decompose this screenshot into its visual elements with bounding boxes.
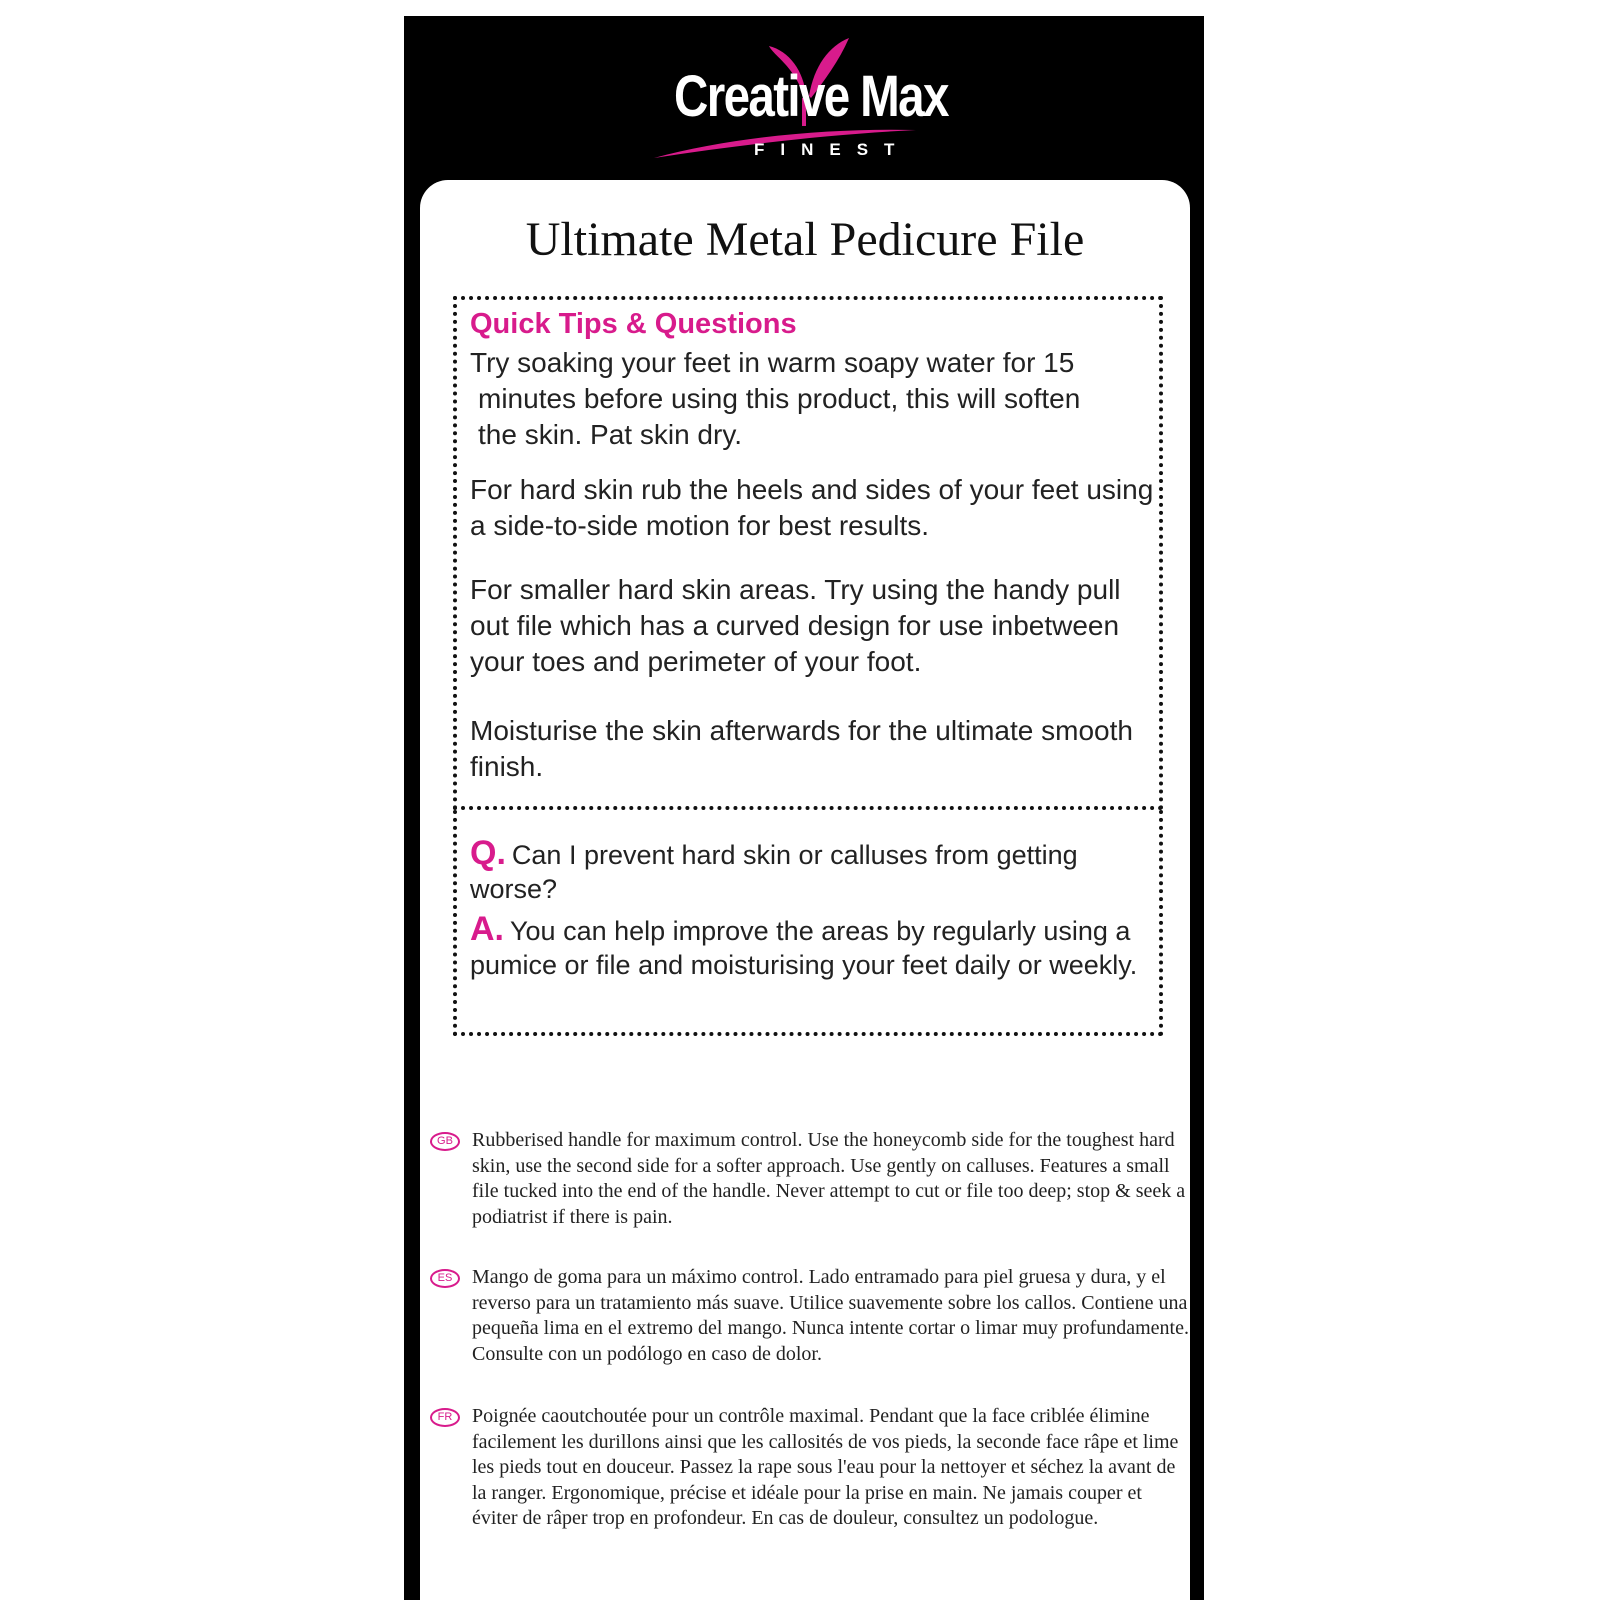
tip-line: Try soaking your feet in warm soapy water for 15 (470, 347, 1075, 378)
language-badge-gb: GB (430, 1132, 460, 1151)
tip-item: Moisturise the skin afterwards for the ultimate smooth finish. (470, 715, 1133, 782)
answer-label: A. (470, 910, 504, 948)
tip-item: For smaller hard skin areas. Try using the handy pull out file which has a curved design for use inbetween your toes and perimeter of your foot. (470, 574, 1121, 677)
tip-line: minutes before using this product, this will soften (478, 383, 1081, 414)
language-text-fr: Poignée caoutchoutée pour un contrôle maximal. Pendant que la face criblée élimine facilement les durillons ainsi que les callosités de vos pieds, la seconde face râpe et lime les pieds tout en douceur. Passez la rape sous l'eau pour la nettoyer et séchez la avant de la ranger. Ergonomique, précise et idéale pour la prise en main. Ne jamais couper et éviter de râper trop en profondeur. En cas de douleur, consultez un podologue. (472, 1405, 1179, 1530)
tip-line: the skin. Pat skin dry. (478, 419, 743, 450)
language-text-gb: Rubberised handle for maximum control. Use the honeycomb side for the toughest hard skin, use the second side for a softer approach. Use gently on calluses. Features a small file tucked into the end of the handle. Never attempt to cut or file too deep; stop & seek a podiatrist if there is pain. (472, 1129, 1186, 1228)
brand-logo-text: Creative Max (674, 64, 948, 129)
brand-header (404, 16, 1204, 186)
faq-question (470, 836, 1150, 906)
language-badge-fr: FR (430, 1408, 460, 1427)
tip-item (470, 345, 1160, 453)
product-title: Ultimate Metal Pedicure File (525, 213, 1085, 266)
brand-tagline: FINEST (754, 140, 911, 159)
tips-heading: Quick Tips & Questions (470, 308, 797, 340)
question-label: Q. (470, 834, 506, 872)
question-text: Can I prevent hard skin or calluses from getting worse? (470, 840, 1078, 904)
tip-item: For hard skin rub the heels and sides of your feet using a side-to-side motion for best results. (470, 474, 1154, 541)
answer-text: You can help improve the areas by regularly using a pumice or file and moisturising your feet daily or weekly. (470, 916, 1138, 980)
language-text-es: Mango de goma para un máximo control. Lado entramado para piel gruesa y dura, y el reverso para un tratamiento más suave. Utilice suavemente sobre los callos. Contiene una pequeña lima en el extremo del mango. Nunca intente cortar o limar muy profundamente. Consulte con un podólogo en caso de dolor. (472, 1266, 1189, 1365)
language-badge-es: ES (430, 1269, 460, 1288)
faq-answer (470, 912, 1150, 982)
